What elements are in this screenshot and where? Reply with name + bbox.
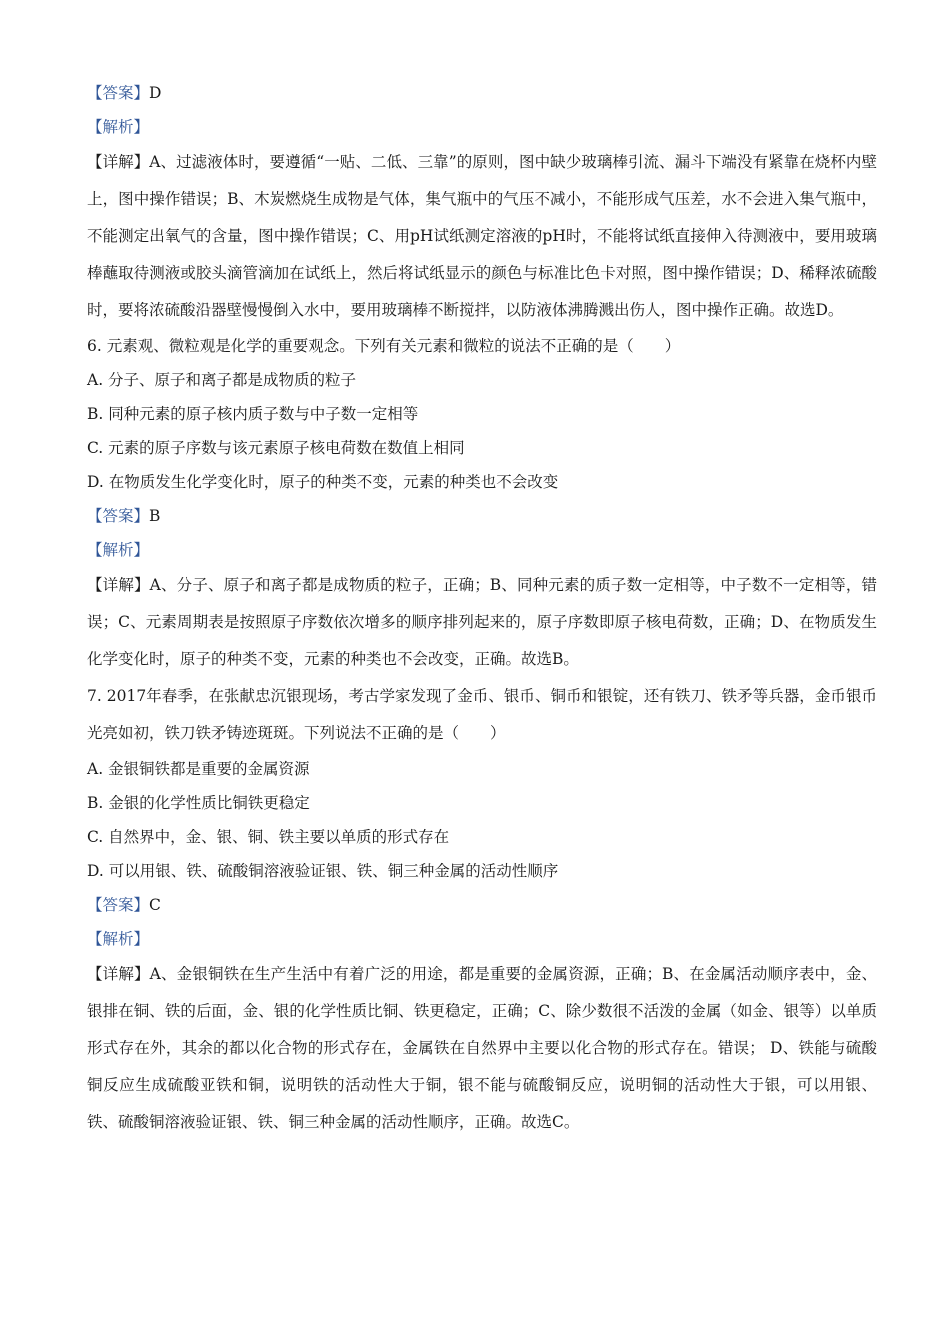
detail-paragraph [87,144,877,329]
option-b: B. 金银的化学性质比铜铁更稳定 [87,794,310,812]
answer-line [87,888,877,922]
detail-label: 【详解】 [87,965,150,983]
option-c: C. 自然界中，金、银、铜、铁主要以单质的形式存在 [87,828,450,846]
question-stem: 7. 2017年春季，在张献忠沉银现场，考古学家发现了金币、银币、铜币和银锭，还有铁刀、铁矛等兵器，金币银币光亮如初，铁刀铁矛铸迹斑斑。下列说法不正确的是（ ） [87,687,877,742]
analysis-line [87,110,877,144]
answer-line [87,499,877,533]
analysis-label: 【解析】 [87,930,150,948]
option-c: C. 元素的原子序数与该元素原子核电荷数在数值上相同 [87,439,465,457]
answer-value: C [149,896,161,914]
answer-value: B [149,507,161,525]
option-b: B. 同种元素的原子核内质子数与中子数一定相等 [87,405,419,423]
option-a: A. 分子、原子和离子都是成物质的粒子 [87,371,357,389]
detail-paragraph [87,956,877,1141]
document-content [87,76,877,1141]
detail-label: 【详解】 [87,576,150,594]
option-d: D. 可以用银、铁、硫酸铜溶液验证银、铁、铜三种金属的活动性顺序 [87,862,559,880]
question-stem: 6. 元素观、微粒观是化学的重要观念。下列有关元素和微粒的说法不正确的是（ ） [87,337,681,355]
detail-text: A、金银铜铁在生产生活中有着广泛的用途，都是重要的金属资源，正确；B、在金属活动顺序表中，金、银排在铜、铁的后面，金、银的化学性质比铜、铁更稳定，正确；C、除少数很不活泼的金属（如金、银等）以单质形式存在外，其余的都以化合物的形式存在，金属铁在自然界中主要以化合物的形式存在。错误； D、铁能与硫酸铜反应生成硫酸亚铁和铜，说明铁的活动性大于铜，银不能与硫酸铜反应，说明铜的活动性大于银，可以用银、铁、硫酸铜溶液验证银、铁、铜三种金属的活动性顺序，正确。故选C。 [87,965,877,1131]
answer-label: 【答案】 [87,507,150,525]
answer-line [87,76,877,110]
answer-label: 【答案】 [87,84,150,102]
answer-label: 【答案】 [87,896,150,914]
analysis-line [87,533,877,567]
detail-text: A、过滤液体时，要遵循“一贴、二低、三靠”的原则，图中缺少玻璃棒引流、漏斗下端没有紧靠在烧杯内壁上，图中操作错误；B、木炭燃烧生成物是气体，集气瓶中的气压不减小，不能形成气压差，水不会进入集气瓶中，不能测定出氧气的含量，图中操作错误；C、用pH试纸测定溶液的pH时，不能将试纸直接伸入待测液中，要用玻璃棒蘸取待测液或胶头滴管滴加在试纸上，然后将试纸显示的颜色与标准比色卡对照，图中操作错误；D、稀释浓硫酸时，要将浓硫酸沿器壁慢慢倒入水中，要用玻璃棒不断搅拌，以防液体沸腾溅出伤人，图中操作正确。故选D。 [87,153,877,319]
analysis-line [87,922,877,956]
option-a: A. 金银铜铁都是重要的金属资源 [87,760,310,778]
option-d: D. 在物质发生化学变化时，原子的种类不变，元素的种类也不会改变 [87,473,559,491]
detail-text: A、分子、原子和离子都是成物质的粒子，正确；B、同种元素的质子数一定相等，中子数不一定相等，错误；C、元素周期表是按照原子序数依次增多的顺序排列起来的，原子序数即原子核电荷数，正确；D、在物质发生化学变化时，原子的种类不变，元素的种类也不会改变，正确。故选B。 [87,576,877,668]
analysis-label: 【解析】 [87,118,150,136]
analysis-label: 【解析】 [87,541,150,559]
detail-paragraph [87,567,877,678]
detail-label: 【详解】 [87,153,150,171]
answer-value: D [149,84,162,102]
